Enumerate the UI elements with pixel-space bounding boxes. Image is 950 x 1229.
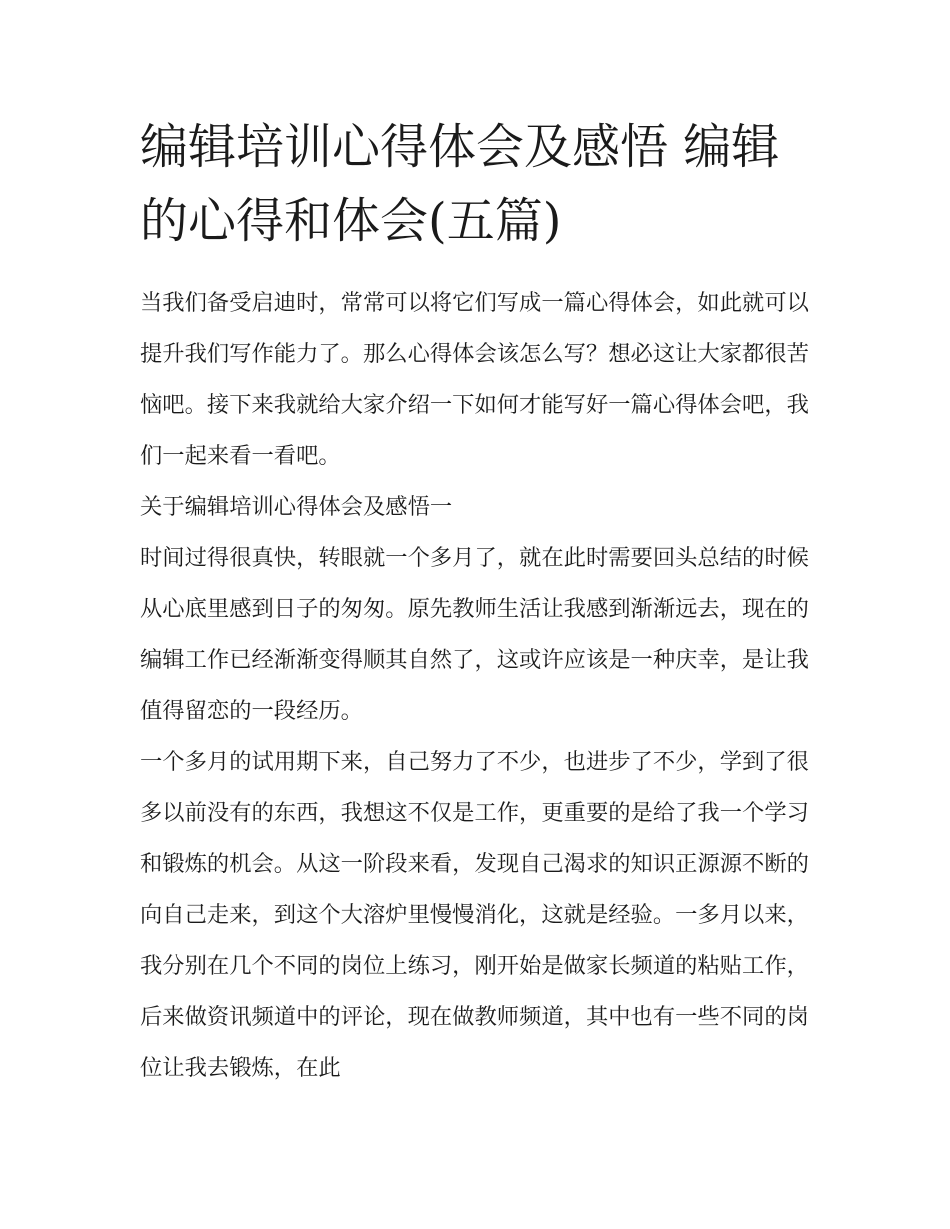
document-title: 编辑培训心得体会及感悟 编辑的心得和体会(五篇) <box>140 119 780 249</box>
intro-paragraph: 当我们备受启迪时，常常可以将它们写成一篇心得体会，如此就可以提升我们写作能力了。那么心得体会该怎么写？想必这让大家都很苦恼吧。接下来我就给大家介绍一下如何才能写好一篇心得体会吧，我们一起来看一看吧。 <box>140 290 809 469</box>
section-heading: 关于编辑培训心得体会及感悟一 <box>140 494 453 520</box>
body-paragraph: 时间过得很真快，转眼就一个多月了，就在此时需要回头总结的时候从心底里感到日子的匆匆。原先教师生活让我感到渐渐远去，现在的编辑工作已经渐渐变得顺其自然了，这或许应该是一种庆幸，是让我值得留恋的一段经历。 <box>140 545 809 724</box>
body-paragraph: 一个多月的试用期下来，自己努力了不少，也进步了不少，学到了很多以前没有的东西，我想这不仅是工作，更重要的是给了我一个学习和锻炼的机会。从这一阶段来看，发现自己渴求的知识正源源不断的向自己走来，到这个大溶炉里慢慢消化，这就是经验。一多月以来，我分别在几个不同的岗位上练习，刚开始是做家长频道的粘贴工作，后来做资讯频道中的评论，现在做教师频道，其中也有一些不同的岗位让我去锻炼，在此 <box>140 749 809 1081</box>
document-page <box>140 110 816 1094</box>
document-body <box>140 278 816 1094</box>
